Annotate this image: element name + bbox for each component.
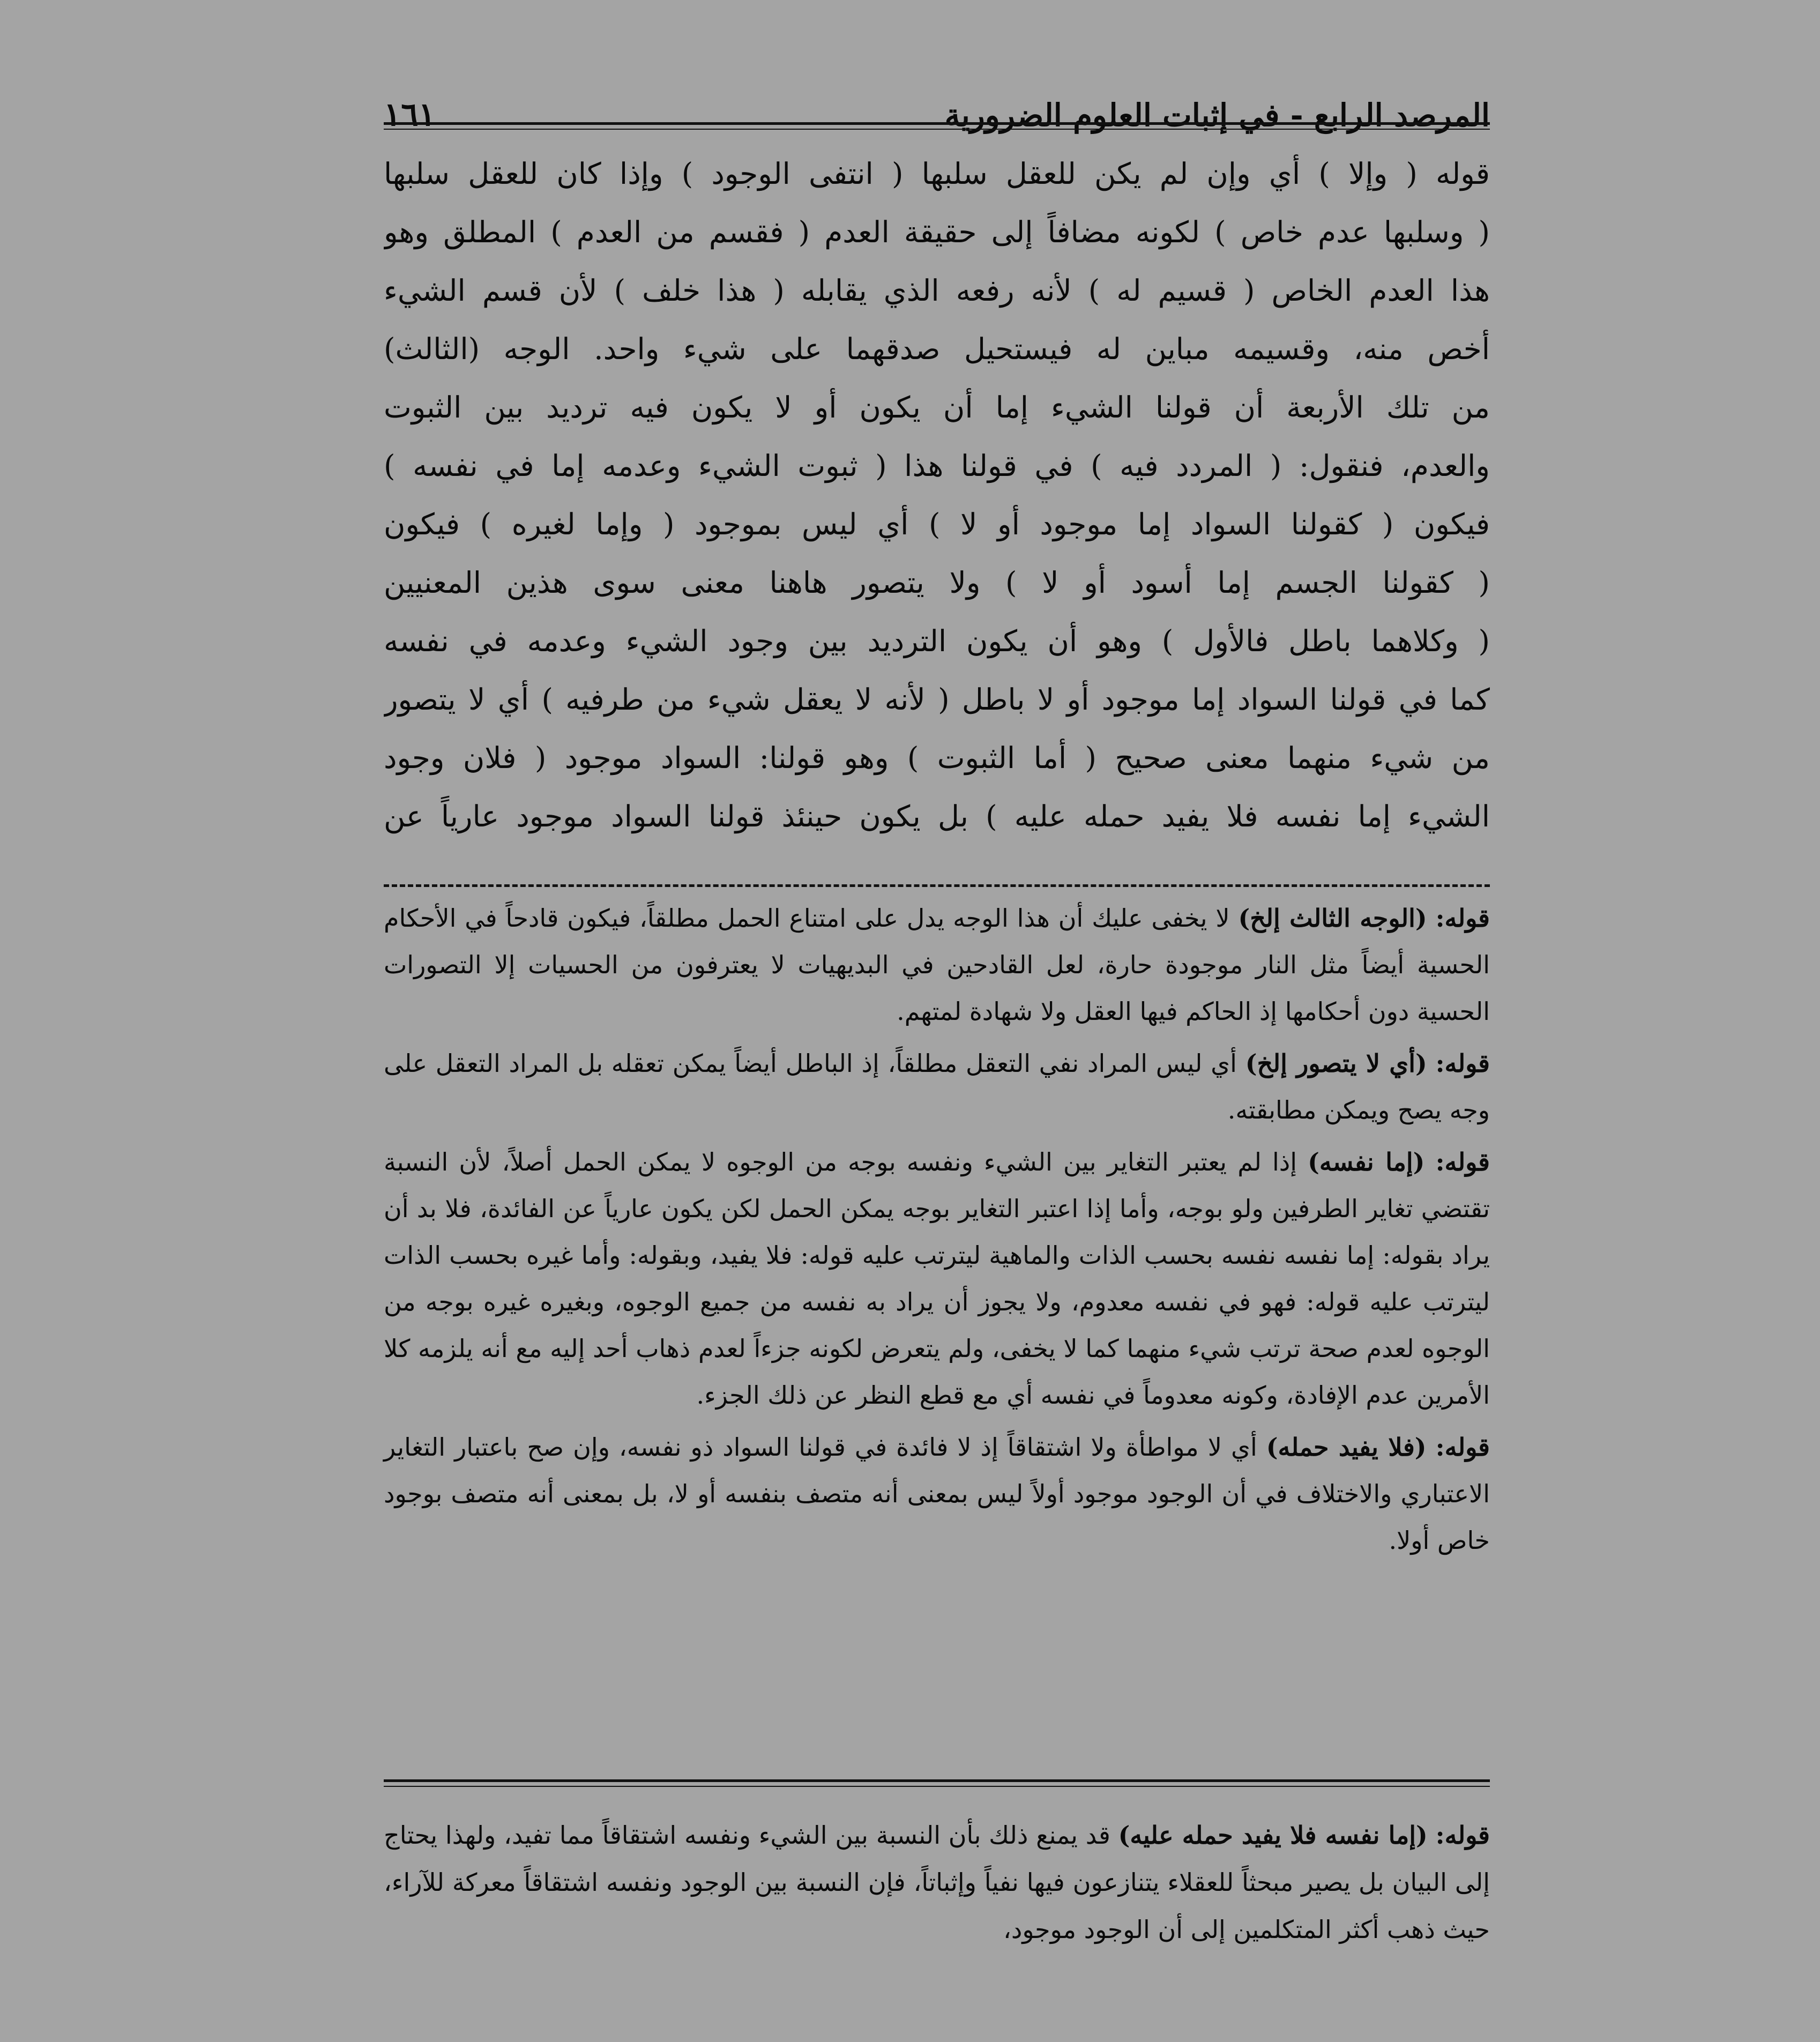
main-line: قوله ( وإلا ) أي وإن لم يكن للعقل سلبها ( انتفى الوجود ) وإذا كان للعقل سلبها bbox=[384, 156, 1490, 191]
main-line: ( وكلاهما باطل فالأول ) وهو أن يكون الترديد بين وجود الشيء وعدمه في نفسه bbox=[384, 624, 1490, 658]
main-line: ( كقولنا الجسم إما أسود أو لا ) ولا يتصور هاهنا معنى سوى هذين المعنيين bbox=[384, 565, 1490, 600]
footnote bbox=[384, 895, 1490, 1035]
footnote-text: لا يخفى عليك أن هذا الوجه يدل على امتناع الحمل مطلقاً، فيكون قادحاً في الأحكام الحسية أيضاً مثل النار موجودة حارة، لعل القادحين في البديهيات لا يعترفون من الحسيات إلا التصورات الحسية دون أحكامها إذ الحاكم فيها العقل ولا شهادة لمتهم. bbox=[384, 904, 1490, 1026]
note-quote: (إما نفسه فلا يفيد حمله عليه) bbox=[1118, 1821, 1428, 1850]
main-line: هذا العدم الخاص ( قسيم له ) لأنه رفعه الذي يقابله ( هذا خلف ) لأن قسم الشيء bbox=[384, 273, 1490, 308]
note-text: قد يمنع ذلك بأن النسبة بين الشيء ونفسه اشتقاقاً مما تفيد، ولهذا يحتاج إلى البيان بل يصير مبحثاً للعقلاء يتنازعون فيها نفياً وإثباتاً، فإن النسبة بين الوجود ونفسه اشتقاقاً معركة للآراء، حيث ذهب أكثر المتكلمين إلى أن الوجود موجود، bbox=[384, 1821, 1490, 1944]
footnote-lead: قوله: bbox=[1435, 1147, 1490, 1176]
main-line: ( وسلبها عدم خاص ) لكونه مضافاً إلى حقيقة العدم ( فقسم من العدم ) المطلق وهو bbox=[384, 215, 1490, 249]
bottom-rule bbox=[384, 1779, 1490, 1787]
main-line: أخص منه، وقسيمه مباين له فيستحيل صدقهما على شيء واحد. الوجه (الثالث) bbox=[384, 332, 1490, 366]
header-rule bbox=[384, 122, 1490, 130]
main-line: كما في قولنا السواد إما موجود أو لا باطل ( لأنه لا يعقل شيء من طرفيه ) أي لا يتصور bbox=[384, 682, 1490, 717]
footnote-text: إذا لم يعتبر التغاير بين الشيء ونفسه بوجه من الوجوه لا يمكن الحمل أصلاً، لأن النسبة تقتضي تغاير الطرفين ولو بوجه، وأما إذا اعتبر التغاير بوجه يمكن الحمل لكن يكون عارياً عن الفائدة، فلا بد أن يراد بقوله: إما نفسه نفسه بحسب الذات والماهية ليترتب عليه قوله: فلا يفيد، وبقوله: وأما غيره بحسب الذات ليترتب عليه قوله: فهو في نفسه معدوم، ولا يجوز أن يراد به نفسه من جميع الوجوه، وبغيره غيره بوجه من الوجوه لعدم صحة ترتب شيء منهما كما لا يخفى، ولم يتعرض لكونه جزءاً لعدم ذهاب أحد إليه مع أنه يلزمه كلا الأمرين عدم الإفادة، وكونه معدوماً في نفسه أي مع قطع النظر عن ذلك الجزء. bbox=[384, 1147, 1490, 1410]
footnote-lead: قوله: bbox=[1435, 1049, 1490, 1078]
footnote-quote: (إما نفسه) bbox=[1308, 1147, 1425, 1176]
main-line: من شيء منهما معنى صحيح ( أما الثبوت ) وهو قولنا: السواد موجود ( فلان وجود bbox=[384, 741, 1490, 775]
main-line: فيكون ( كقولنا السواد إما موجود أو لا ) أي ليس بموجود ( وإما لغيره ) فيكون bbox=[384, 507, 1490, 541]
main-line: والعدم، فنقول: ( المردد فيه ) في قولنا هذا ( ثبوت الشيء وعدمه إما في نفسه ) bbox=[384, 449, 1490, 483]
footnote-lead: قوله: bbox=[1435, 904, 1490, 933]
note-lead: قوله: bbox=[1435, 1821, 1490, 1850]
dashed-separator bbox=[384, 884, 1490, 887]
footnote-quote: (أي لا يتصور إلخ) bbox=[1245, 1049, 1427, 1078]
footnote-quote: (فلا يفيد حمله) bbox=[1266, 1433, 1427, 1462]
footnotes bbox=[384, 895, 1490, 1569]
main-line: من تلك الأربعة أن قولنا الشيء إما أن يكون أو لا يكون فيه ترديد بين الثبوت bbox=[384, 390, 1490, 424]
footnote-text: أي لا مواطأة ولا اشتقاقاً إذ لا فائدة في قولنا السواد ذو نفسه، وإن صح باعتبار التغاير الاعتباري والاختلاف في أن الوجود موجود أولاً ليس بمعنى أنه متصف بنفسه أو لا، بل بمعنى أنه متصف بوجود خاص أولا. bbox=[384, 1433, 1490, 1555]
footnote-text: أي ليس المراد نفي التعقل مطلقاً، إذ الباطل أيضاً يمكن تعقله بل المراد التعقل على وجه يصح ويمكن مطابقته. bbox=[384, 1049, 1490, 1124]
footnote-lead: قوله: bbox=[1435, 1433, 1490, 1462]
main-text bbox=[384, 145, 1490, 846]
footnote-quote: (الوجه الثالث إلخ) bbox=[1238, 904, 1427, 933]
footnote bbox=[384, 1424, 1490, 1564]
footnote bbox=[384, 1040, 1490, 1134]
running-title: المرصد الرابع - في إثبات العلوم الضرورية bbox=[944, 97, 1490, 133]
book-page bbox=[384, 59, 1490, 2010]
page-number: ١٦١ bbox=[384, 96, 436, 133]
main-line: الشيء إما نفسه فلا يفيد حمله عليه ) بل يكون حينئذ قولنا السواد موجود عارياً عن bbox=[384, 799, 1490, 833]
marginal-note bbox=[384, 1812, 1490, 1953]
footnote bbox=[384, 1139, 1490, 1419]
